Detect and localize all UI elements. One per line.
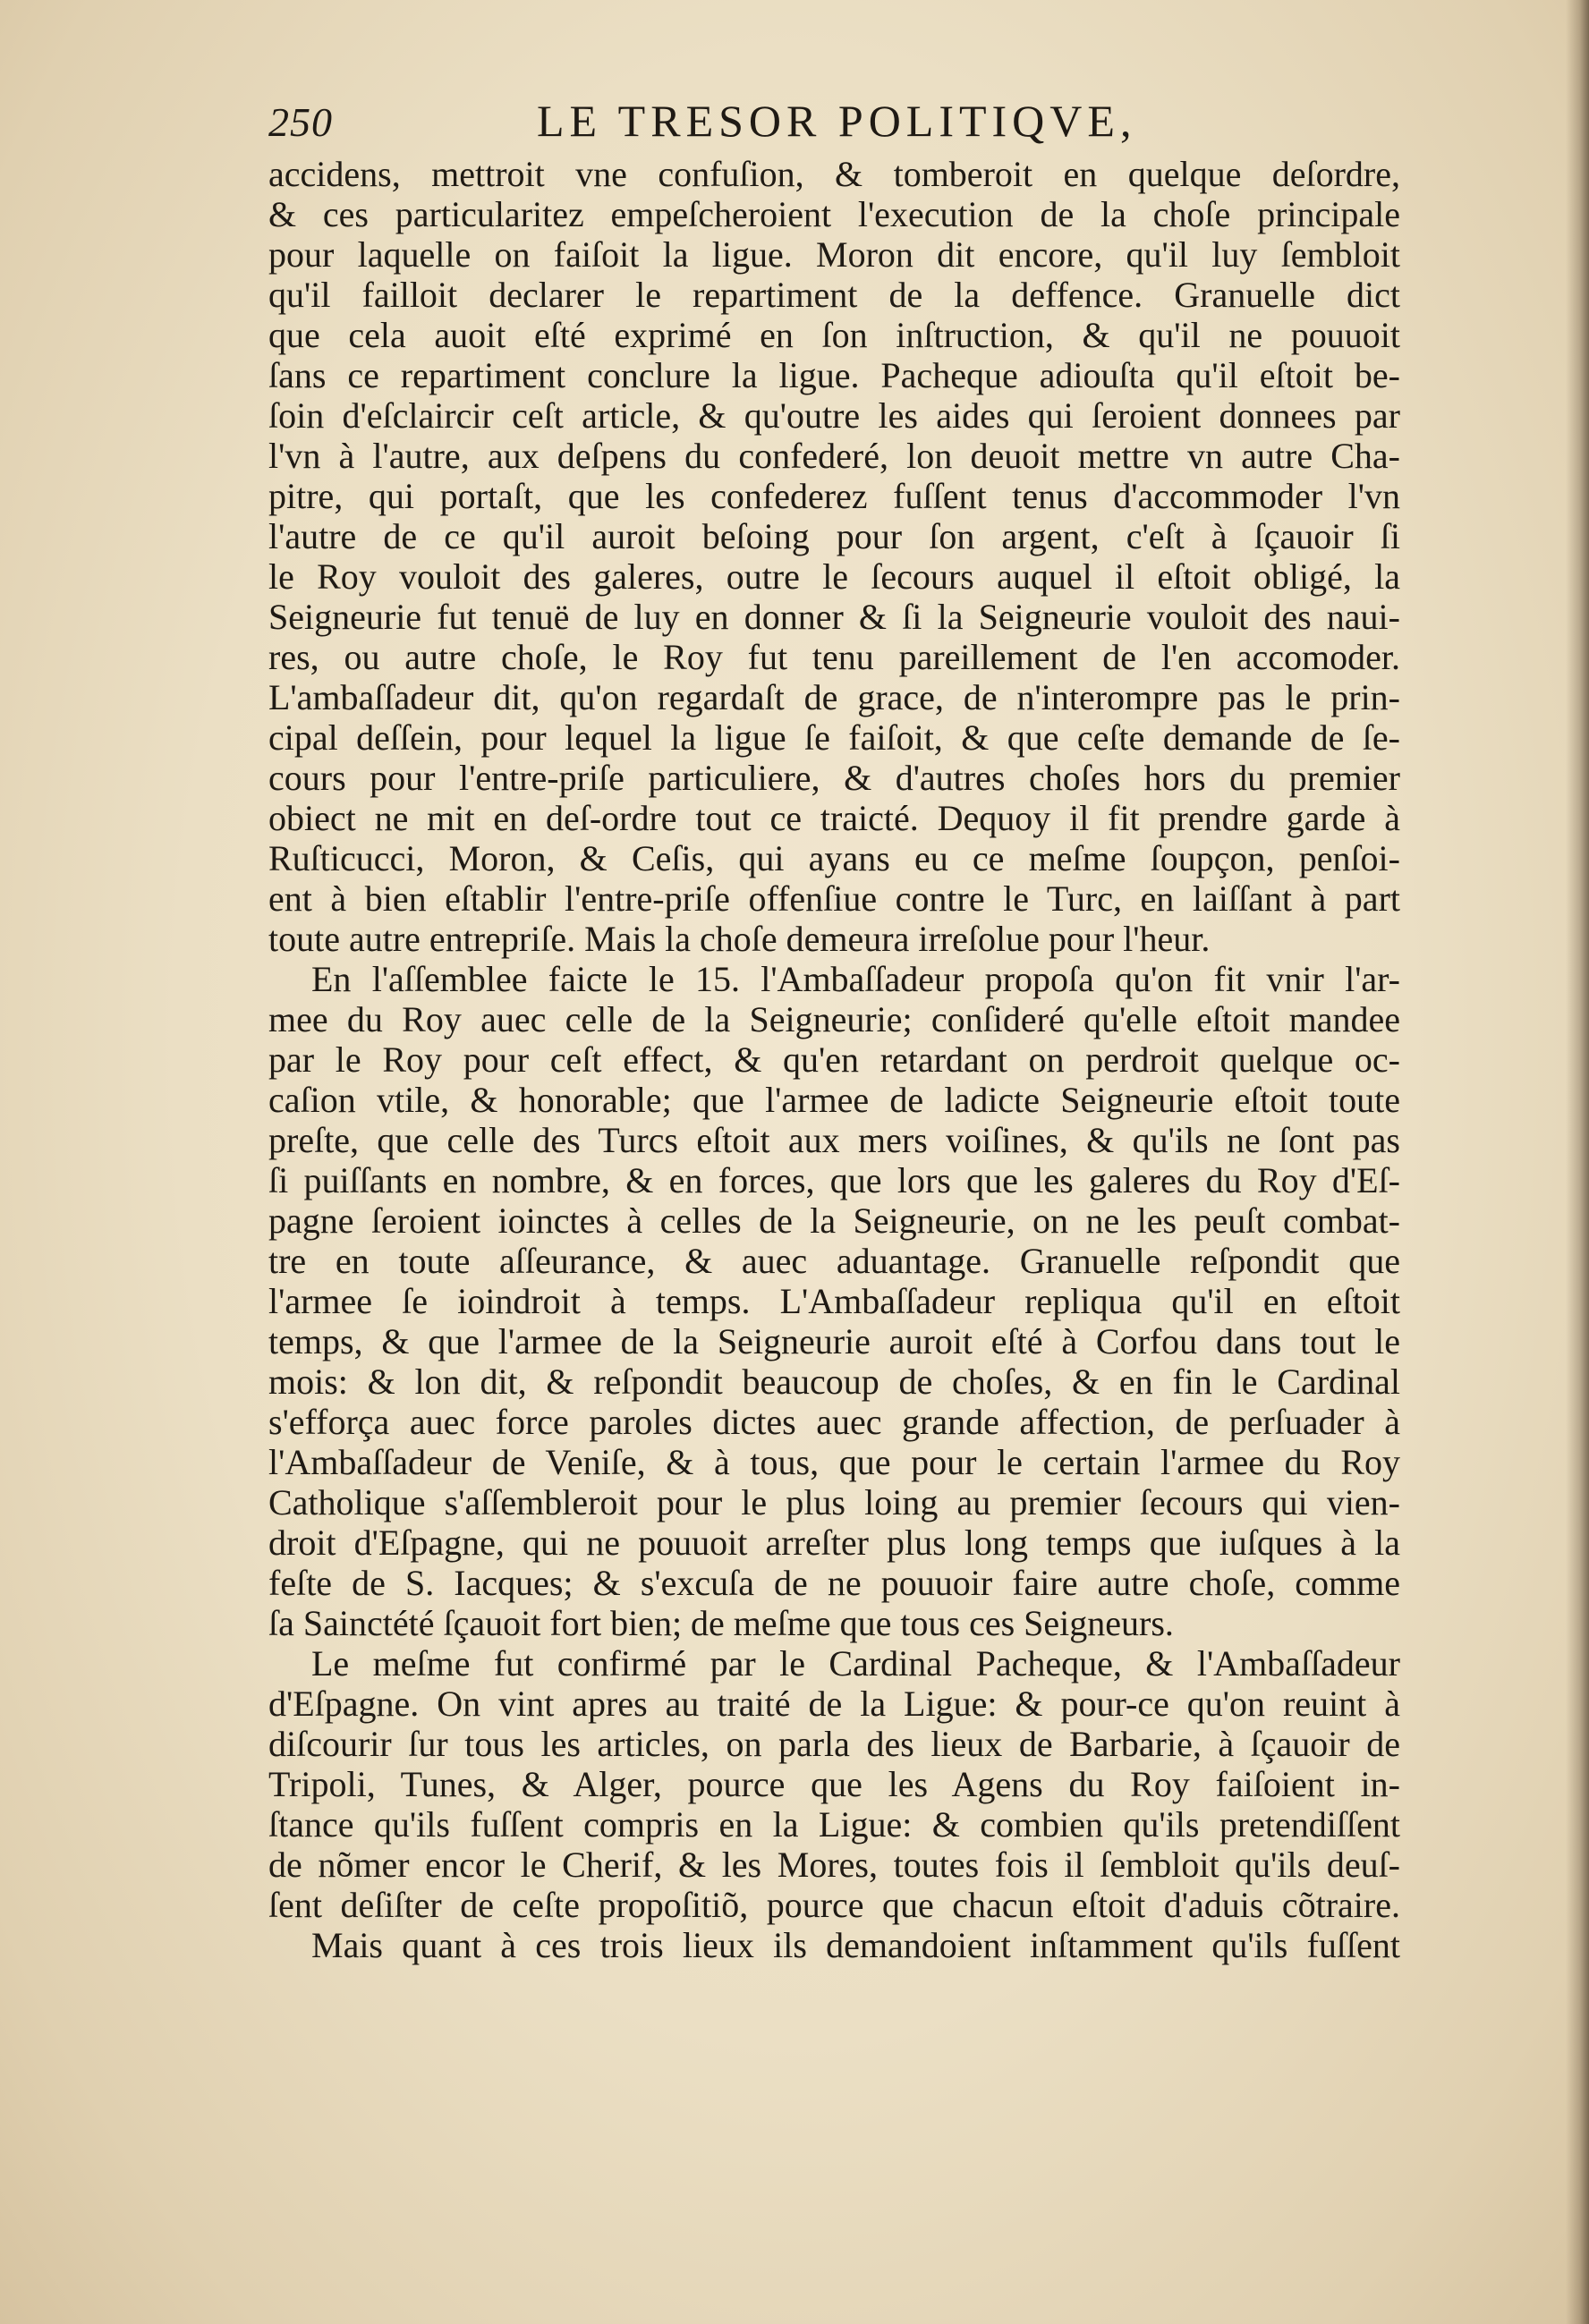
text-line: l'armee ſe ioindroit à temps. L'Ambaſſadeur repliqua qu'il en eſtoit (268, 1281, 1400, 1321)
text-line: cipal deſſein, pour lequel la ligue ſe faiſoit, & que ceſte demande de ſe- (268, 717, 1400, 758)
text-line: & ces particularitez empeſcheroient l'execution de la choſe principale (268, 194, 1400, 234)
text-line: pitre, qui portaſt, que les confederez fuſſent tenus d'accommoder l'vn (268, 476, 1400, 516)
text-line: cours pour l'entre-priſe particuliere, & d'autres choſes hors du premier (268, 758, 1400, 798)
text-line: accidens, mettroit vne confuſion, & tomberoit en quelque deſordre, (268, 154, 1400, 194)
text-line: preſte, que celle des Turcs eſtoit aux mers voiſines, & qu'ils ne ſont pas (268, 1120, 1400, 1160)
text-line: caſion vtile, & honorable; que l'armee de ladicte Seigneurie eſtoit toute (268, 1080, 1400, 1120)
text-line: l'vn à l'autre, aux deſpens du confederé, lon deuoit mettre vn autre Cha- (268, 436, 1400, 476)
text-line: ſent deſiſter de ceſte propoſitiõ, pource que chacun eſtoit d'aduis cõtraire. (268, 1885, 1400, 1925)
text-line: mois: & lon dit, & reſpondit beaucoup de choſes, & en fin le Cardinal (268, 1361, 1400, 1402)
text-line: d'Eſpagne. On vint apres au traité de la Ligue: & pour-ce qu'on reuint à (268, 1684, 1400, 1724)
text-line: Ruſticucci, Moron, & Ceſis, qui ayans eu ce meſme ſoupçon, penſoi- (268, 838, 1400, 878)
text-line: Mais quant à ces trois lieux ils demandoient inſtamment qu'ils fuſſent (311, 1925, 1400, 1965)
text-line: l'Ambaſſadeur de Veniſe, & à tous, que pour le certain l'armee du Roy (268, 1442, 1400, 1482)
text-block (268, 89, 1400, 1965)
spine-shadow (1566, 0, 1589, 2324)
text-line: ſa Sainctété ſçauoit fort bien; de meſme que tous ces Seigneurs. (268, 1603, 1174, 1643)
text-line: Tripoli, Tunes, & Alger, pource que les Agens du Roy faiſoient in- (268, 1764, 1400, 1804)
text-line: le Roy vouloit des galeres, outre le ſecours auquel il eſtoit obligé, la (268, 556, 1400, 597)
text-line: Catholique s'aſſembleroit pour le plus loing au premier ſecours qui vien- (268, 1482, 1400, 1522)
text-line: ent à bien eſtablir l'entre-priſe offenſiue contre le Turc, en laiſſant à part (268, 878, 1400, 919)
text-line: ſi puiſſants en nombre, & en forces, que lors que les galeres du Roy d'Eſ- (268, 1160, 1400, 1200)
running-head (268, 89, 1400, 154)
text-line: pagne ſeroient ioinctes à celles de la Seigneurie, on ne les peuſt combat- (268, 1200, 1400, 1241)
text-line: pour laquelle on faiſoit la ligue. Moron dit encore, qu'il luy ſembloit (268, 234, 1400, 275)
text-line: toute autre entrepriſe. Mais la choſe demeura irreſolue pour l'heur. (268, 919, 1211, 959)
text-line: de nõmer encor le Cherif, & les Mores, toutes fois il ſembloit qu'ils deuſ- (268, 1845, 1400, 1885)
text-line: que cela auoit eſté exprimé en ſon inſtruction, & qu'il ne pouuoit (268, 315, 1400, 355)
text-line: Seigneurie fut tenuë de luy en donner & ſi la Seigneurie vouloit des naui- (268, 597, 1400, 637)
text-line: diſcourir ſur tous les articles, on parla des lieux de Barbarie, à ſçauoir de (268, 1724, 1400, 1764)
text-line: par le Roy pour ceſt effect, & qu'en retardant on perdroit quelque oc- (268, 1039, 1400, 1080)
text-line: En l'aſſemblee faicte le 15. l'Ambaſſadeur propoſa qu'on fit vnir l'ar- (311, 959, 1400, 999)
text-line: tre en toute aſſeurance, & auec aduantage. Granuelle reſpondit que (268, 1241, 1400, 1281)
text-line: qu'il failloit declarer le repartiment de la deffence. Granuelle dict (268, 275, 1400, 315)
text-line: feſte de S. Iacques; & s'excuſa de ne pouuoir faire autre choſe, comme (268, 1563, 1400, 1603)
text-line: obiect ne mit en deſ-ordre tout ce traicté. Dequoy il fit prendre garde à (268, 798, 1400, 838)
text-line: droit d'Eſpagne, qui ne pouuoit arreſter plus long temps que iuſques à la (268, 1522, 1400, 1563)
page-number: 250 (268, 99, 333, 145)
text-line: s'efforça auec force paroles dictes auec grande affection, de perſuader à (268, 1402, 1400, 1442)
text-line: ſans ce repartiment conclure la ligue. Pacheque adiouſta qu'il eſtoit be- (268, 355, 1400, 395)
body-text (268, 154, 1400, 1965)
text-line: mee du Roy auec celle de la Seigneurie; conſideré qu'elle eſtoit mandee (268, 999, 1400, 1039)
text-line: res, ou autre choſe, le Roy fut tenu pareillement de l'en accomoder. (268, 637, 1400, 677)
text-line: l'autre de ce qu'il auroit beſoing pour ſon argent, c'eſt à ſçauoir ſi (268, 516, 1400, 556)
text-line: ſtance qu'ils fuſſent compris en la Ligue: & combien qu'ils pretendiſſent (268, 1804, 1400, 1845)
text-line: Le meſme fut confirmé par le Cardinal Pacheque, & l'Ambaſſadeur (311, 1643, 1400, 1684)
text-line: ſoin d'eſclaircir ceſt article, & qu'outre les aides qui ſeroient donnees par (268, 395, 1400, 436)
running-title: LE TRESOR POLITIQVE, (537, 96, 1137, 146)
text-line: temps, & que l'armee de la Seigneurie auroit eſté à Corfou dans tout le (268, 1321, 1400, 1361)
text-line: L'ambaſſadeur dit, qu'on regardaſt de grace, de n'interompre pas le prin- (268, 677, 1400, 717)
